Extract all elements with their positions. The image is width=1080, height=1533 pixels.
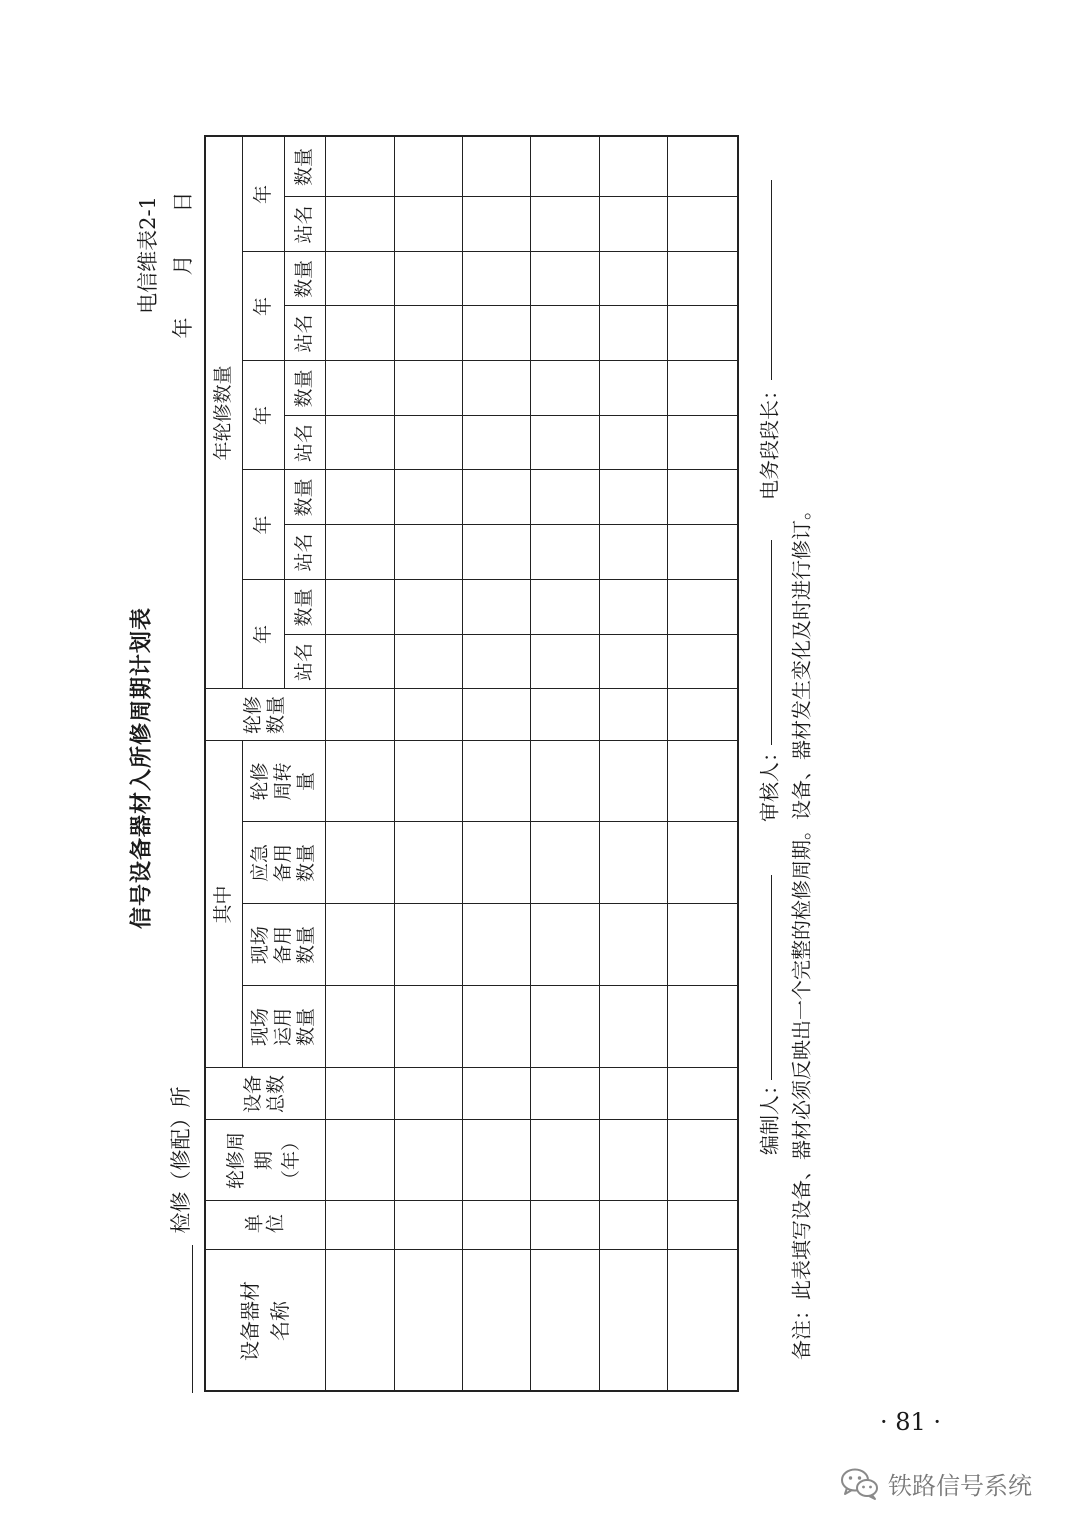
year-label: 年 — [251, 297, 274, 317]
sub-header-xianchang-beiyong: 现场备用数量 — [249, 926, 317, 965]
chief-line[interactable] — [771, 180, 772, 380]
qty-label: 数量 — [293, 369, 316, 408]
year-label: 年 — [251, 625, 274, 645]
workshop-underline — [192, 1245, 193, 1393]
col-header-lunxiu-qty: 轮修数量 — [241, 696, 287, 735]
year-label: 年 — [251, 185, 274, 205]
sub-header-xianchang-yunyong: 现场运用数量 — [249, 1008, 317, 1047]
year-label: 年 — [251, 515, 274, 535]
group-header-qizhong: 其中 — [211, 885, 234, 924]
watermark-text: 铁路信号系统 — [888, 1472, 1032, 1500]
sub-header-yingji: 应急备用数量 — [249, 844, 317, 883]
station-label: 站名 — [293, 424, 316, 463]
qty-label: 数量 — [293, 148, 316, 187]
station-label: 站名 — [293, 205, 316, 244]
col-header-unit: 单位 — [243, 1214, 286, 1237]
reviewer-line[interactable] — [771, 540, 772, 745]
qty-label: 数量 — [293, 260, 316, 299]
compiler-line[interactable] — [771, 875, 772, 1080]
station-label: 站名 — [293, 314, 316, 353]
table-row[interactable] — [462, 137, 530, 1392]
table-row[interactable] — [599, 137, 667, 1392]
plan-table — [204, 137, 739, 1392]
col-header-name: 设备器材名称 — [237, 1281, 292, 1361]
qty-label: 数量 — [293, 478, 316, 517]
station-label: 站名 — [293, 533, 316, 572]
table-row[interactable] — [667, 137, 739, 1392]
group-header-year: 年轮修数量 — [211, 365, 234, 461]
sub-header-zhouzhuan: 轮修周转量 — [249, 762, 317, 801]
qty-label: 数量 — [293, 588, 316, 627]
col-header-cycle: 轮修周期（年） — [225, 1131, 303, 1189]
year-label: 年 — [251, 406, 274, 426]
page-number: · 81 · — [880, 1408, 942, 1436]
table-row[interactable] — [530, 137, 599, 1392]
col-header-total: 设备总数 — [241, 1075, 287, 1114]
table-row[interactable] — [394, 137, 462, 1392]
watermark — [840, 1466, 1032, 1501]
station-label: 站名 — [293, 643, 316, 682]
wechat-icon — [840, 1467, 880, 1501]
table-row[interactable] — [325, 137, 394, 1392]
